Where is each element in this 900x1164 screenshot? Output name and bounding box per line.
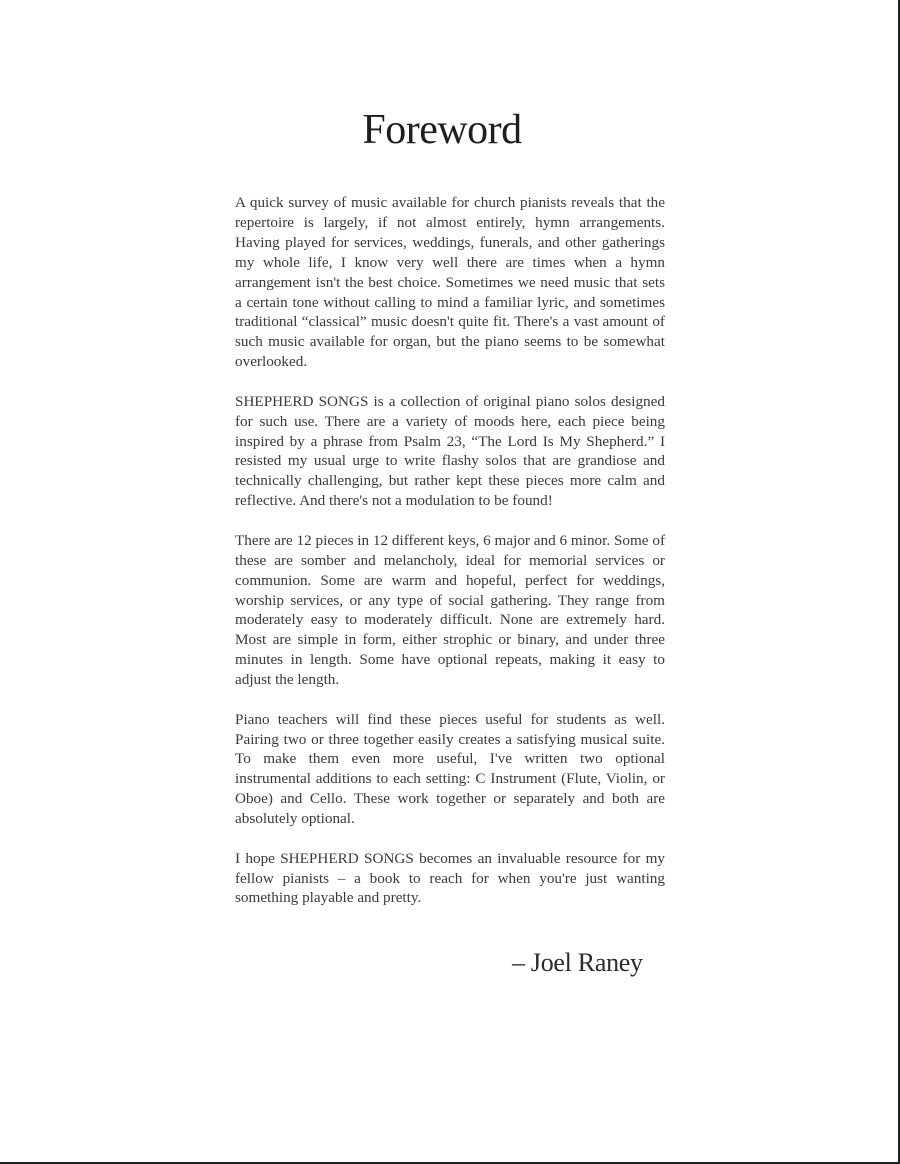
paragraph-1: A quick survey of music available for church pianists reveals that the repertoire is largely, if not almost entirely, hymn arrangements. Having played for services, weddings, funerals, and other gatherings my whole life, I know very well there are times when a hymn arrangement isn't the best choice. Sometimes we need music that sets a certain tone without calling to mind a familiar lyric, and sometimes traditional “classical” music doesn't quite fit. There's a vast amount of such music available for organ, but the piano seems to be somewhat overlooked. [235, 194, 665, 371]
paragraph-4: Piano teachers will find these pieces useful for students as well. Pairing two or three together easily creates a satisfying musical suite. To make them even more useful, I've written two optional instrumental additions to each setting: C Instrument (Flute, Violin, or Oboe) and Cello. These work together or separately and both are absolutely optional. [235, 710, 665, 828]
foreword-body [235, 193, 665, 928]
page-title: Foreword [362, 107, 522, 153]
author-signature: – Joel Raney [512, 948, 643, 977]
paragraph-5: I hope SHEPHERD SONGS becomes an invaluable resource for my fellow pianists – a book to reach for when you're just wanting something playable and pretty. [235, 849, 665, 907]
paragraph-3: There are 12 pieces in 12 different keys, 6 major and 6 minor. Some of these are somber and melancholy, ideal for memorial services or communion. Some are warm and hopeful, perfect for weddings, worship services, or any type of social gathering. They range from moderately easy to moderately difficult. None are extremely hard. Most are simple in form, either strophic or binary, and under three minutes in length. Some have optional repeats, making it easy to adjust the length. [235, 531, 665, 689]
paragraph-2: SHEPHERD SONGS is a collection of original piano solos designed for such use. There are a variety of moods here, each piece being inspired by a phrase from Psalm 23, “The Lord Is My Shepherd.” I resisted my usual urge to write flashy solos that are grandiose and technically challenging, but rather kept these pieces more calm and reflective. And there's not a modulation to be found! [235, 392, 665, 510]
